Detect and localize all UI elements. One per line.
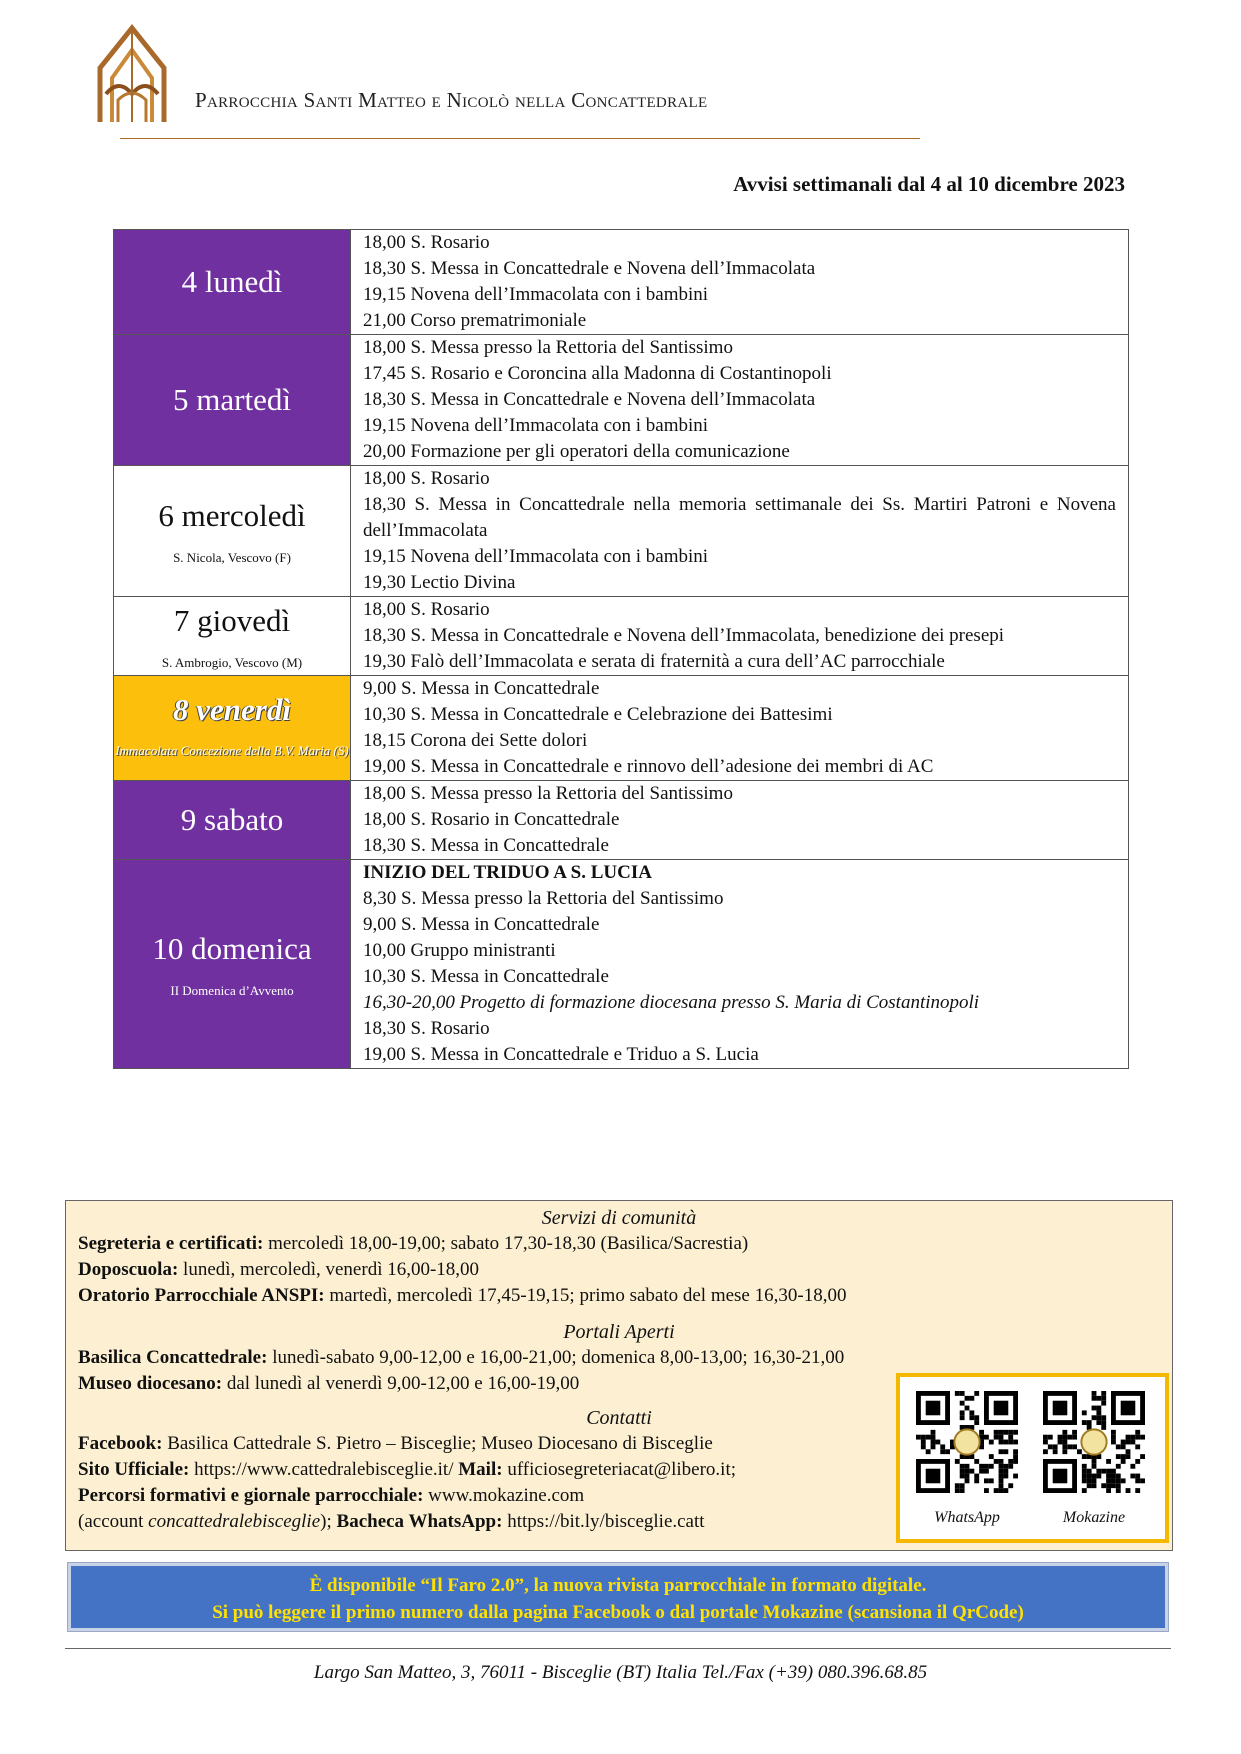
event-item: 16,30-20,00 Progetto di formazione diocesana presso S. Maria di Costantinopoli — [363, 992, 980, 1013]
day-feast: S. Ambrogio, Vescovo (M) — [161, 655, 303, 670]
contacts-title: Contatti — [586, 1407, 652, 1429]
day-name: 5 martedì — [173, 382, 291, 417]
day-name: 4 lunedì — [181, 264, 283, 299]
event-item: 18,00 S. Rosario — [363, 599, 490, 620]
event-item: 20,00 Formazione per gli operatori della comunicazione — [363, 441, 790, 462]
day-name: 10 domenica — [152, 931, 312, 966]
day-cell — [114, 466, 351, 597]
day-cell — [114, 597, 351, 676]
day-cell — [114, 676, 351, 781]
event-item: 18,15 Corona dei Sette dolori — [363, 730, 588, 751]
event-item: 10,30 S. Messa in Concattedrale — [363, 966, 609, 987]
event-item: 19,15 Novena dell’Immacolata con i bambini — [363, 284, 709, 305]
portal-line-museo: Museo diocesano: dal lunedì al venerdì 9,00-12,00 e 16,00-19,00 — [78, 1373, 580, 1394]
day-feast: S. Nicola, Vescovo (F) — [173, 550, 291, 565]
schedule-row — [114, 781, 1129, 860]
schedule-row — [114, 335, 1129, 466]
event-item: 8,30 S. Messa presso la Rettoria del Santissimo — [363, 888, 724, 909]
mokazine-qr-code-icon[interactable] — [1043, 1391, 1145, 1493]
whatsapp-link[interactable]: https://bit.ly/bisceglie.catt — [502, 1511, 705, 1532]
events-cell — [351, 335, 1129, 466]
event-item: 21,00 Corso prematrimoniale — [363, 310, 587, 331]
header-divider — [120, 138, 920, 139]
mail-link[interactable]: ufficiosegreteriacat@libero.it; — [502, 1459, 737, 1480]
services-box — [65, 1200, 1173, 1551]
day-cell — [114, 860, 351, 1069]
site-link[interactable]: https://www.cattedralebisceglie.it/ — [189, 1459, 459, 1480]
page-title: Avvisi settimanali dal 4 al 10 dicembre 2023 — [733, 172, 1125, 196]
services-title: Servizi di comunità — [541, 1207, 697, 1229]
event-item: 18,30 S. Messa in Concattedrale e Novena dell’Immacolata — [363, 258, 816, 279]
event-item: 19,30 Lectio Divina — [363, 572, 516, 593]
events-cell — [351, 230, 1129, 335]
day-cell — [114, 230, 351, 335]
day-name: 7 giovedì — [173, 603, 291, 638]
day-cell — [114, 335, 351, 466]
event-item: 18,00 S. Messa presso la Rettoria del Santissimo — [363, 783, 733, 804]
event-item: INIZIO DEL TRIDUO A S. LUCIA — [363, 862, 652, 883]
event-item: 18,30 S. Messa in Concattedrale nella memoria settimanale dei Ss. Martiri Patroni e Novena dell’Immacolata — [363, 494, 1116, 541]
event-item: 19,30 Falò dell’Immacolata e serata di fraternità a cura dell’AC parrocchiale — [363, 651, 945, 672]
service-line-oratorio: Oratorio Parrocchiale ANSPI: martedì, mercoledì 17,45-19,15; primo sabato del mese 16,30-18,00 — [78, 1285, 847, 1306]
event-item: 18,30 S. Rosario — [363, 1018, 490, 1039]
schedule-row — [114, 230, 1129, 335]
day-feast: II Domenica d’Avvento — [170, 983, 294, 998]
event-item: 10,00 Gruppo ministranti — [363, 940, 556, 961]
event-item: 10,30 S. Messa in Concattedrale e Celebrazione dei Battesimi — [363, 704, 833, 725]
mokazine-link[interactable]: www.mokazine.com — [423, 1485, 585, 1506]
schedule-row — [114, 466, 1129, 597]
banner-line-2: Si può leggere il primo numero dalla pagina Facebook o dal portale Mokazine (scansiona il QrCode) — [212, 1602, 1024, 1623]
day-feast: Immacolata Concezione della B.V. Maria (S) — [115, 743, 349, 758]
footer-address: Largo San Matteo, 3, 76011 - Bisceglie (BT) Italia Tel./Fax (+39) 080.396.68.85 — [313, 1662, 928, 1683]
service-line-doposcuola: Doposcuola: lunedì, mercoledì, venerdì 16,00-18,00 — [78, 1259, 480, 1280]
day-name: 9 sabato — [180, 802, 284, 837]
parish-name: Parrocchia Santi Matteo e Nicolò nella Concattedrale — [195, 88, 708, 112]
event-item: 18,30 S. Messa in Concattedrale e Novena dell’Immacolata, benedizione dei presepi — [363, 625, 1005, 646]
events-cell — [351, 781, 1129, 860]
events-cell — [351, 676, 1129, 781]
contact-line-facebook: Facebook: Basilica Cattedrale S. Pietro – Bisceglie; Museo Diocesano di Bisceglie — [78, 1433, 713, 1454]
event-item: 17,45 S. Rosario e Coroncina alla Madonna di Costantinopoli — [363, 363, 832, 384]
service-line-segreteria: Segreteria e certificati: mercoledì 18,00-19,00; sabato 17,30-18,30 (Basilica/Sacrestia) — [78, 1233, 749, 1254]
schedule-row — [114, 597, 1129, 676]
events-cell — [351, 860, 1129, 1069]
banner-line-1: È disponibile “Il Faro 2.0”, la nuova rivista parrocchiale in formato digitale. — [309, 1575, 927, 1596]
day-name: 8 venerdì — [173, 692, 291, 727]
weekly-schedule-table — [113, 229, 1129, 1069]
whatsapp-qr-code-icon[interactable] — [916, 1391, 1018, 1493]
events-cell — [351, 466, 1129, 597]
day-cell — [114, 781, 351, 860]
announcement-banner — [68, 1563, 1168, 1631]
mokazine-qr-label: Mokazine — [1062, 1509, 1126, 1526]
day-name: 6 mercoledì — [158, 498, 306, 533]
event-item: 18,00 S. Messa presso la Rettoria del Santissimo — [363, 337, 733, 358]
portals-title: Portali Aperti — [563, 1321, 675, 1343]
parish-logo-icon — [92, 24, 172, 124]
event-item: 19,00 S. Messa in Concattedrale e rinnovo dell’adesione dei membri di AC — [363, 756, 934, 777]
schedule-row — [114, 676, 1129, 781]
event-item: 18,00 S. Rosario — [363, 232, 490, 253]
event-item: 19,15 Novena dell’Immacolata con i bambini — [363, 546, 709, 567]
event-item: 9,00 S. Messa in Concattedrale — [363, 914, 600, 935]
whatsapp-qr-label: WhatsApp — [934, 1509, 1000, 1526]
event-item: 19,00 S. Messa in Concattedrale e Triduo a S. Lucia — [363, 1044, 759, 1065]
event-item: 18,00 S. Rosario — [363, 468, 490, 489]
footer-divider — [65, 1648, 1171, 1649]
event-item: 18,30 S. Messa in Concattedrale — [363, 835, 609, 856]
portal-line-basilica: Basilica Concattedrale: lunedì-sabato 9,00-12,00 e 16,00-21,00; domenica 8,00-13,00; 16,30-21,00 — [78, 1347, 845, 1368]
event-item: 19,15 Novena dell’Immacolata con i bambini — [363, 415, 709, 436]
events-cell — [351, 597, 1129, 676]
contact-line-percorsi: Percorsi formativi e giornale parrocchiale: www.mokazine.com — [78, 1485, 585, 1506]
event-item: 9,00 S. Messa in Concattedrale — [363, 678, 600, 699]
event-item: 18,00 S. Rosario in Concattedrale — [363, 809, 620, 830]
contact-line-account: (account concattedralebisceglie); Bacheca WhatsApp: https://bit.ly/bisceglie.catt — [78, 1511, 705, 1532]
contact-line-site: Sito Ufficiale: https://www.cattedralebisceglie.it/ Mail: ufficiosegreteriacat@libero.it; — [78, 1459, 737, 1480]
event-item: 18,30 S. Messa in Concattedrale e Novena dell’Immacolata — [363, 389, 816, 410]
schedule-row — [114, 860, 1129, 1069]
qr-code-box — [896, 1373, 1169, 1543]
